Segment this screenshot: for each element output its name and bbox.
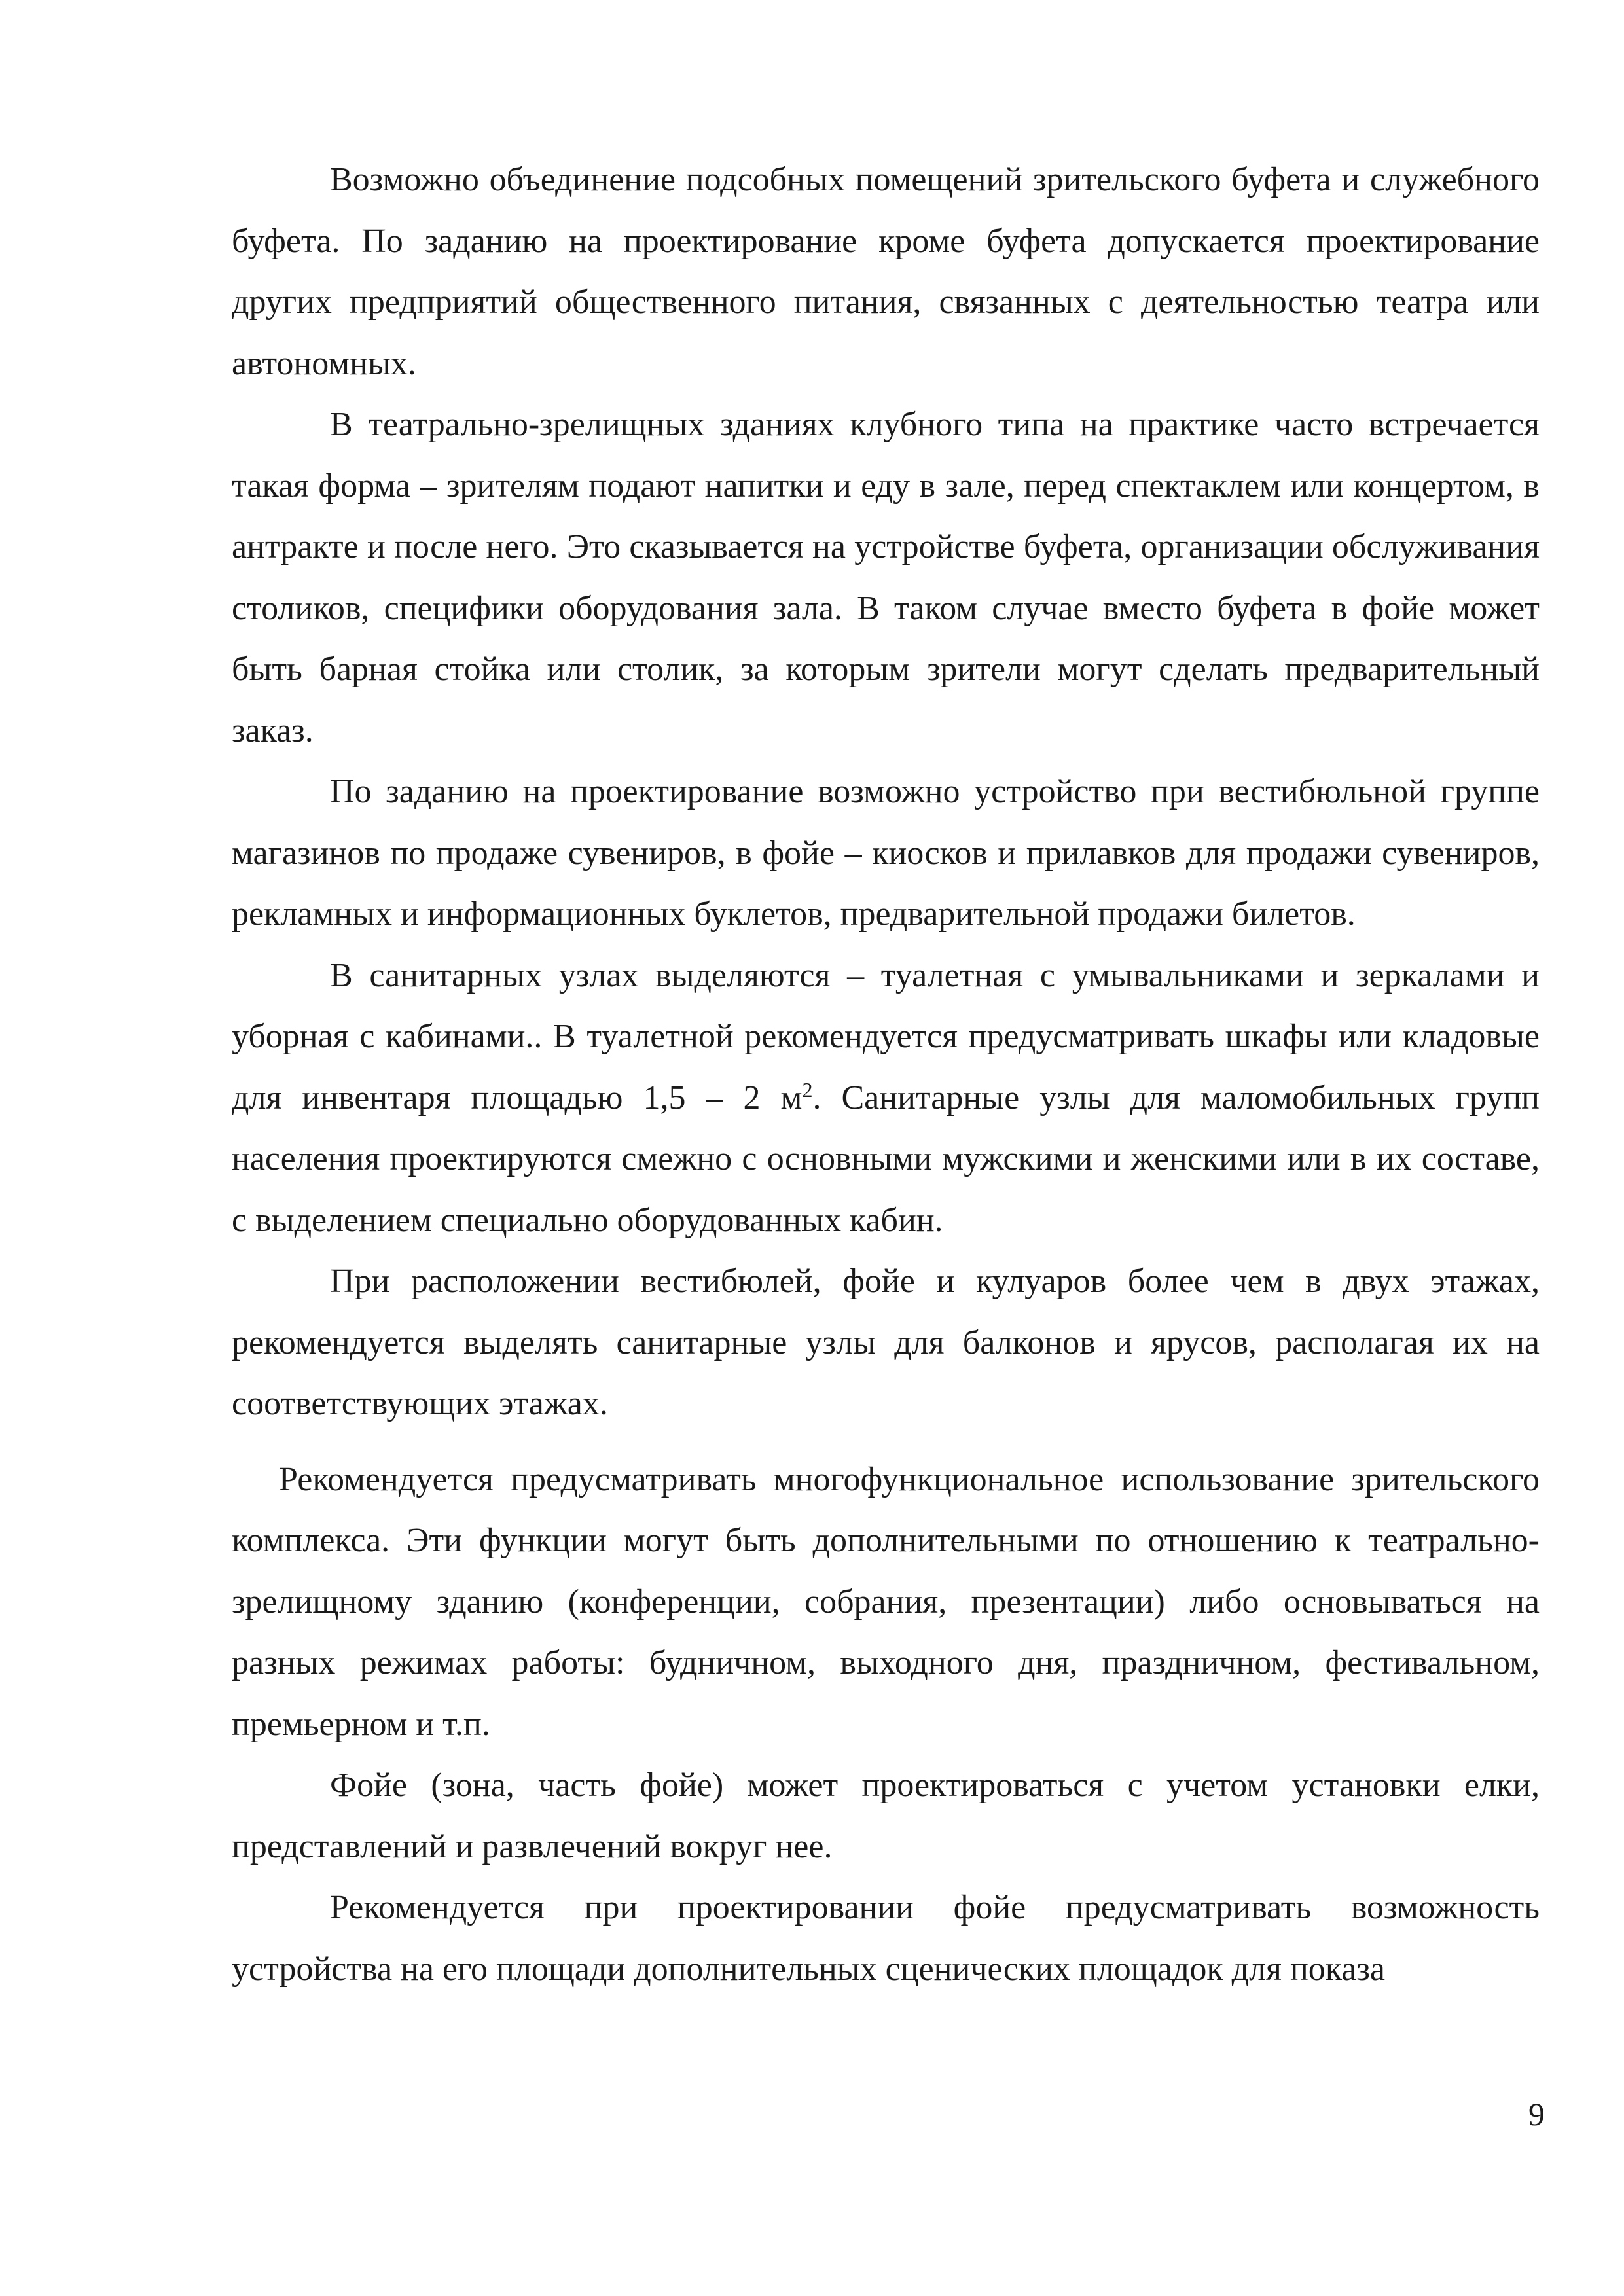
paragraph-souvenir-shops: По заданию на проектирование возможно устройство при вестибюльной группе магазинов по продаже сувениров, в фойе – киосков и прилавков для продажи сувениров, рекламных и информационных буклетов, предварительной продажи билетов.: [232, 773, 1540, 933]
paragraph-multi-floor-sanitary: При расположении вестибюлей, фойе и кулуаров более чем в двух этажах, рекомендуется выделять санитарные узлы для балконов и ярусов, располагая их на соответствующих этажах.: [232, 1263, 1540, 1422]
paragraph-sanitary-units: [232, 945, 1540, 1251]
body-text: [232, 149, 1540, 2000]
paragraph-multifunctional-use: Рекомендуется предусматривать многофункциональное использование зрительского комплекса. Эти функции могут быть дополнительными по отношению к театрально-зрелищному зданию (конференции, собрания, презентации) либо основываться на разных режимах работы: будничном, выходного дня, праздничном, фестивальном, премьерном и т.п.: [232, 1460, 1540, 1743]
page-number: 9: [1528, 2096, 1545, 2132]
paragraph-club-type-service: В театрально-зрелищных зданиях клубного типа на практике часто встречается такая форма – зрителям подают напитки и еду в зале, перед спектаклем или концертом, в антракте и после него. Это сказывается на устройстве буфета, организации обслуживания столиков, специфики оборудования зала. В таком случае вместо буфета в фойе может быть барная стойка или столик, за которым зрители могут сделать предварительный заказ.: [232, 406, 1540, 749]
paragraph-buffet-combination: Возможно объединение подсобных помещений зрительского буфета и служебного буфета. По заданию на проектирование кроме буфета допускается проектирование других предприятий общественного питания, связанных с деятельностью театра или автономных.: [232, 161, 1540, 382]
sanitary-text-part-1: В санитарных узлах выделяются – туалетная с умывальниками и зеркалами и уборная с кабинами.. В туалетной рекомендуется предусматривать шкафы или кладовые для инвентаря площадью 1,5 – 2 м: [232, 956, 1540, 1117]
superscript-square: 2: [802, 1077, 813, 1102]
paragraph-stage-platforms: Рекомендуется при проектировании фойе предусматривать возможность устройства на его площади дополнительных сценических площадок для показа: [232, 1889, 1540, 1988]
sanitary-text-part-2: . Санитарные узлы для маломобильных групп населения проектируются смежно с основными мужскими и женскими или в их составе, с выделением специально оборудованных кабин.: [232, 1079, 1540, 1239]
paragraph-foyer-tree: Фойе (зона, часть фойе) может проектироваться с учетом установки елки, представлений и развлечений вокруг нее.: [232, 1767, 1540, 1865]
